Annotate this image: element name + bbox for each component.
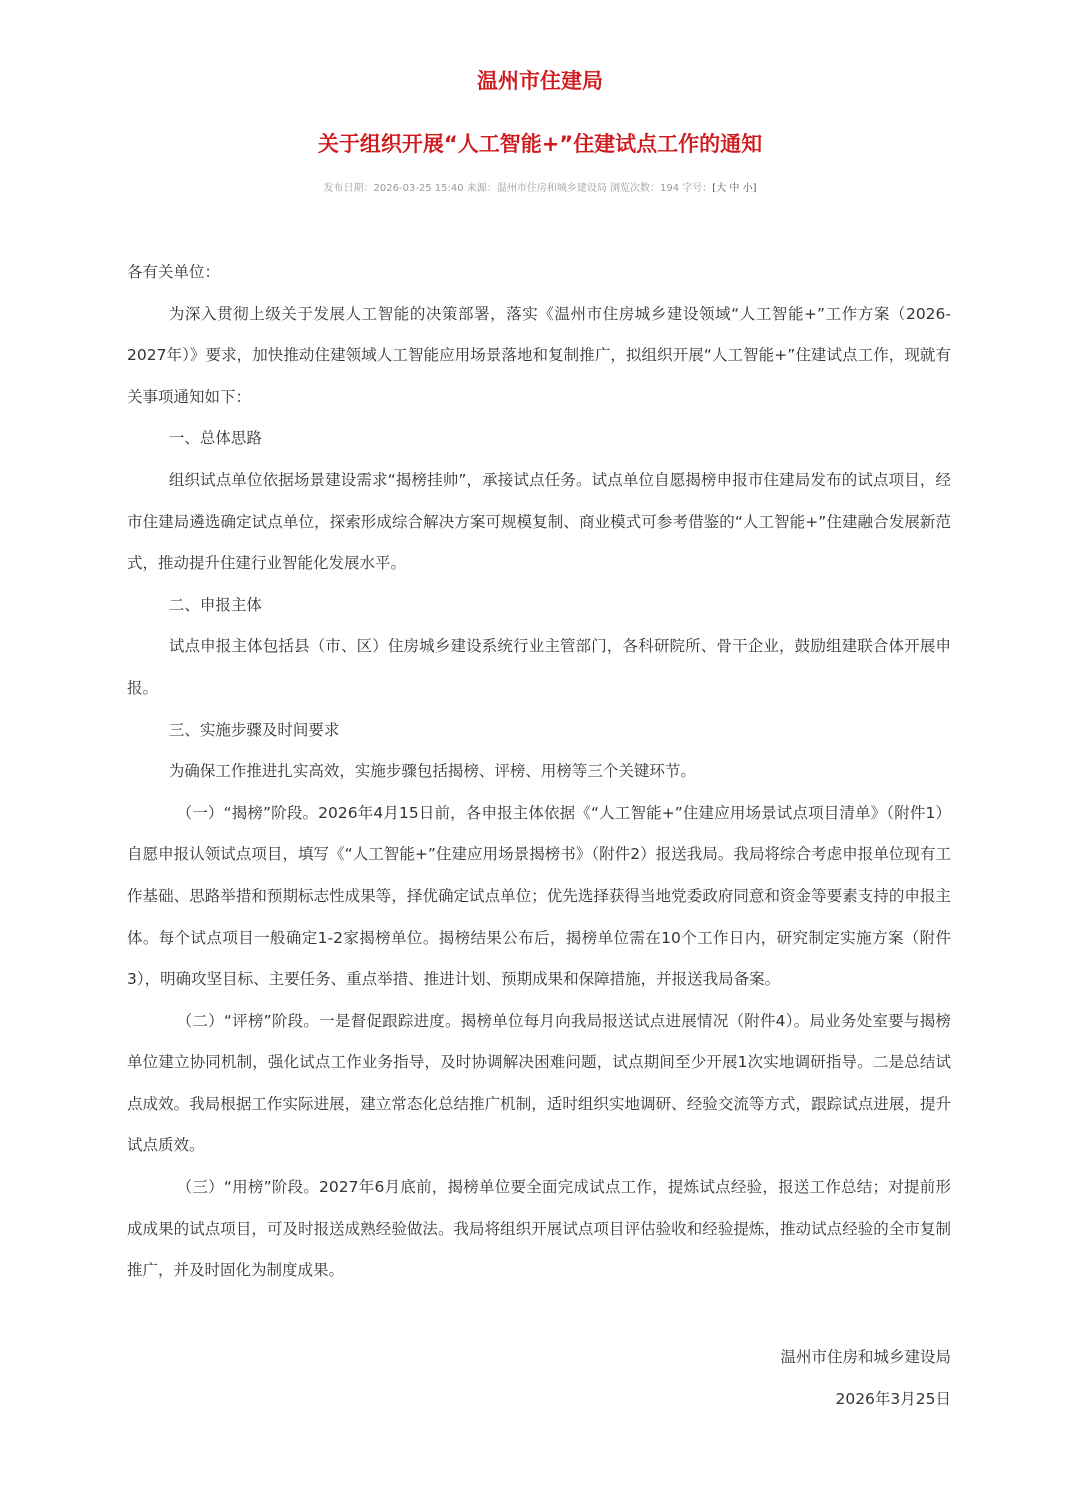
publish-date: 2026-03-25 15:40 <box>373 183 464 194</box>
font-size-label: 字号： <box>682 183 713 194</box>
views-count: 194 <box>660 183 680 194</box>
font-size-options <box>712 183 756 194</box>
signature-block <box>780 1337 951 1420</box>
salutation: 各有关单位： <box>127 263 221 281</box>
document-body <box>127 252 951 1292</box>
section-heading-applicants: 二、申报主体 <box>168 595 262 614</box>
font-size-small-link[interactable]: 小 <box>742 183 753 194</box>
document-title: 关于组织开展“人工智能+”住建试点工作的通知 <box>317 132 763 156</box>
font-size-bracket-open: [ <box>712 183 717 194</box>
publish-date-label: 发布日期： <box>323 183 374 194</box>
step-two-paragraph: （二）“评榜”阶段。一是督促跟踪进度。揭榜单位每月向我局报送试点进展情况（附件4）。局业务处室要与揭榜单位建立协同机制，强化试点工作业务指导，及时协调解决困难问题，试点期间至少开展1次实地调研指导。二是总结试点成效。我局根据工作实际进展，建立常态化总结推广机制，适时组织实地调研、经验交流等方式，跟踪试点进展，提升试点质效。 <box>127 1011 951 1155</box>
source-label: 来源： <box>466 183 497 194</box>
signing-date: 2026年3月25日 <box>835 1389 951 1408</box>
article-meta <box>0 181 1080 197</box>
section-heading-steps: 三、实施步骤及时间要求 <box>168 720 340 739</box>
font-size-medium-link[interactable]: 中 <box>729 183 740 194</box>
overall-approach-paragraph: 组织试点单位依据场景建设需求“揭榜挂帅”，承接试点任务。试点单位自愿揭榜申报市住建局发布的试点项目，经市住建局遴选确定试点单位，探索形成综合解决方案可规模复制、商业模式可参考借鉴的“人工智能+”住建融合发展新范式，推动提升住建行业智能化发展水平。 <box>127 470 951 573</box>
section-heading-overall-approach: 一、总体思路 <box>168 429 262 448</box>
font-size-bracket-close: ] <box>752 183 757 194</box>
applicants-paragraph: 试点申报主体包括县（市、区）住房城乡建设系统行业主管部门，各科研院所、骨干企业，鼓励组建联合体开展申报。 <box>127 637 951 697</box>
views-label: 浏览次数： <box>610 183 661 194</box>
steps-intro-paragraph: 为确保工作推进扎实高效，实施步骤包括揭榜、评榜、用榜等三个关键环节。 <box>168 762 696 781</box>
signing-organization: 温州市住房和城乡建设局 <box>780 1348 951 1366</box>
step-one-paragraph: （一）“揭榜”阶段。2026年4月15日前，各申报主体依据《“人工智能+”住建应用场景试点项目清单》（附件1）自愿申报认领试点项目，填写《“人工智能+”住建应用场景揭榜书》（附件2）报送我局。我局将综合考虑申报单位现有工作基础、思路举措和预期标志性成果等，择优确定试点单位；优先选择获得当地党委政府同意和资金等要素支持的申报主体。每个试点项目一般确定1-2家揭榜单位。揭榜结果公布后，揭榜单位需在10个工作日内，研究制定实施方案（附件3），明确攻坚目标、主要任务、重点举措、推进计划、预期成果和保障措施，并报送我局备案。 <box>127 803 951 989</box>
intro-paragraph: 为深入贯彻上级关于发展人工智能的决策部署，落实《温州市住房城乡建设领域“人工智能+”工作方案（2026-2027年）》要求，加快推动住建领域人工智能应用场景落地和复制推广，拟组织开展“人工智能+”住建试点工作，现就有关事项通知如下： <box>127 304 951 406</box>
step-three-paragraph: （三）“用榜”阶段。2027年6月底前，揭榜单位要全面完成试点工作，提炼试点经验，报送工作总结；对提前形成成果的试点项目，可及时报送成熟经验做法。我局将组织开展试点项目评估验收和经验提炼，推动试点经验的全市复制推广，并及时固化为制度成果。 <box>127 1178 951 1280</box>
source: 温州市住房和城乡建设局 <box>496 183 607 194</box>
organization-title: 温州市住建局 <box>477 69 603 93</box>
font-size-large-link[interactable]: 大 <box>716 183 727 194</box>
